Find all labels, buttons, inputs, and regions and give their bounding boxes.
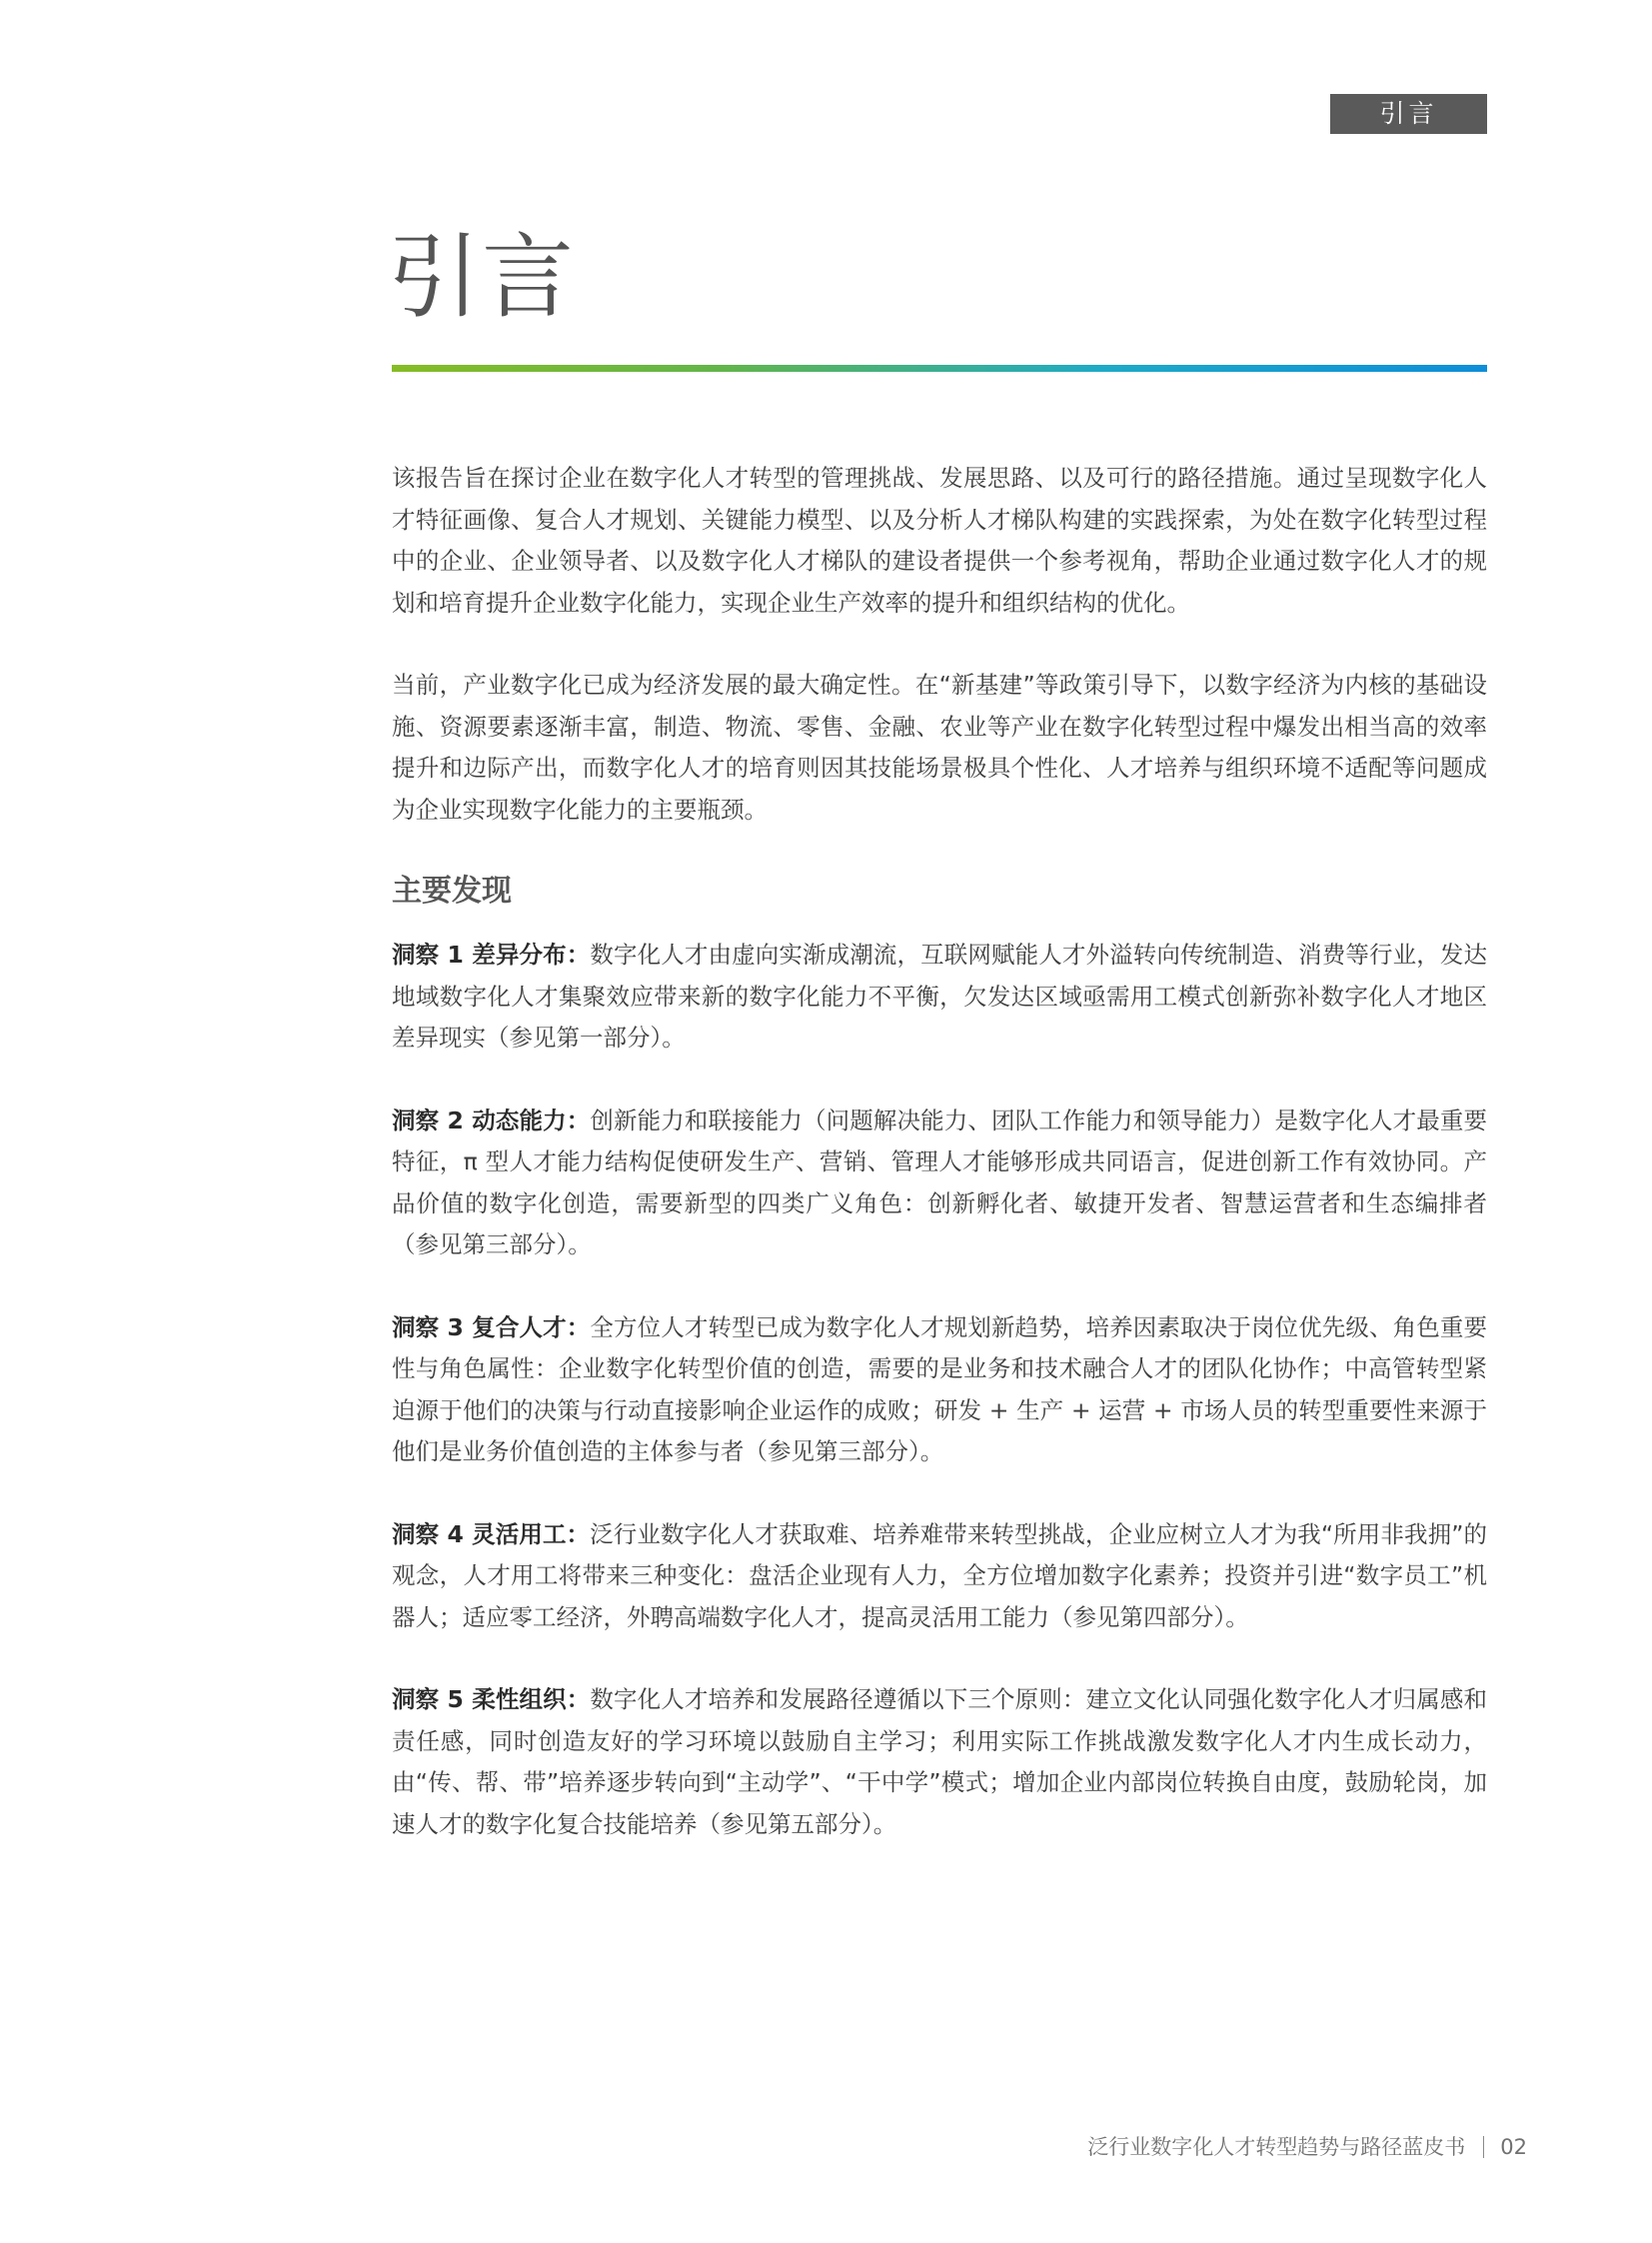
footer-doc-title: 泛行业数字化人才转型趋势与路径蓝皮书 (1087, 2135, 1466, 2159)
insight-4 (392, 1514, 1487, 1639)
section-tab: 引言 (1330, 94, 1487, 134)
insight-label: 洞察 3 复合人才： (392, 1312, 591, 1341)
page-number: 02 (1500, 2135, 1527, 2159)
footer-divider (1483, 2136, 1484, 2158)
findings-heading: 主要发现 (392, 874, 512, 909)
insight-label: 洞察 5 柔性组织： (392, 1685, 591, 1713)
insight-5 (392, 1679, 1487, 1845)
insight-text: 数字化人才由虚向实渐成潮流，互联网赋能人才外溢转向传统制造、消费等行业，发达地域数字化人才集聚效应带来新的数字化能力不平衡，欠发达区域亟需用工模式创新弥补数字化人才地区差异现实（参见第一部分）。 (392, 941, 1488, 1052)
insight-1 (392, 935, 1487, 1060)
insight-label: 洞察 1 差异分布： (392, 941, 591, 969)
insight-text: 创新能力和联接能力（问题解决能力、团队工作能力和领导能力）是数字化人才最重要特征，π 型人才能力结构促使研发生产、营销、管理人才能够形成共同语言，促进创新工作有效协同。产品价值的数字化创造，需要新型的四类广义角色：创新孵化者、敏捷开发者、智慧运营者和生态编排者（参见第三部分）。 (392, 1106, 1488, 1258)
insight-label: 洞察 2 动态能力： (392, 1106, 591, 1134)
page-title: 引言 (388, 224, 577, 331)
main-content (392, 458, 1487, 1845)
insight-3 (392, 1307, 1487, 1473)
page-footer (1087, 2132, 1527, 2162)
intro-paragraph-1: 该报告旨在探讨企业在数字化人才转型的管理挑战、发展思路、以及可行的路径措施。通过呈现数字化人才特征画像、复合人才规划、关键能力模型、以及分析人才梯队构建的实践探索，为处在数字化转型过程中的企业、企业领导者、以及数字化人才梯队的建设者提供一个参考视角，帮助企业通过数字化人才的规划和培育提升企业数字化能力，实现企业生产效率的提升和组织结构的优化。 (392, 464, 1487, 617)
insight-text: 泛行业数字化人才获取难、培养难带来转型挑战，企业应树立人才为我“所用非我拥”的观念，人才用工将带来三种变化：盘活企业现有人力，全方位增加数字化素养；投资并引进“数字员工”机器人；适应零工经济，外聘高端数字化人才，提高灵活用工能力（参见第四部分）。 (392, 1519, 1487, 1631)
insight-2 (392, 1101, 1487, 1266)
title-gradient-rule (392, 365, 1487, 372)
insight-label: 洞察 4 灵活用工： (392, 1519, 591, 1548)
intro-paragraph-2: 当前，产业数字化已成为经济发展的最大确定性。在“新基建”等政策引导下，以数字经济为内核的基础设施、资源要素逐渐丰富，制造、物流、零售、金融、农业等产业在数字化转型过程中爆发出相当高的效率提升和边际产出，而数字化人才的培育则因其技能场景极具个性化、人才培养与组织环境不适配等问题成为企业实现数字化能力的主要瓶颈。 (392, 671, 1487, 824)
insight-text: 全方位人才转型已成为数字化人才规划新趋势，培养因素取决于岗位优先级、角色重要性与角色属性：企业数字化转型价值的创造，需要的是业务和技术融合人才的团队化协作；中高管转型紧迫源于他们的决策与行动直接影响企业运作的成败；研发 + 生产 + 运营 + 市场人员的转型重要性来源于他们是业务价值创造的主体参与者（参见第三部分）。 (392, 1312, 1488, 1465)
insight-text: 数字化人才培养和发展路径遵循以下三个原则：建立文化认同强化数字化人才归属感和责任感，同时创造友好的学习环境以鼓励自主学习；利用实际工作挑战激发数字化人才内生成长动力，由“传、帮、带”培养逐步转向到“主动学”、“干中学”模式；增加企业内部岗位转换自由度，鼓励轮岗，加速人才的数字化复合技能培养（参见第五部分）。 (392, 1685, 1488, 1838)
